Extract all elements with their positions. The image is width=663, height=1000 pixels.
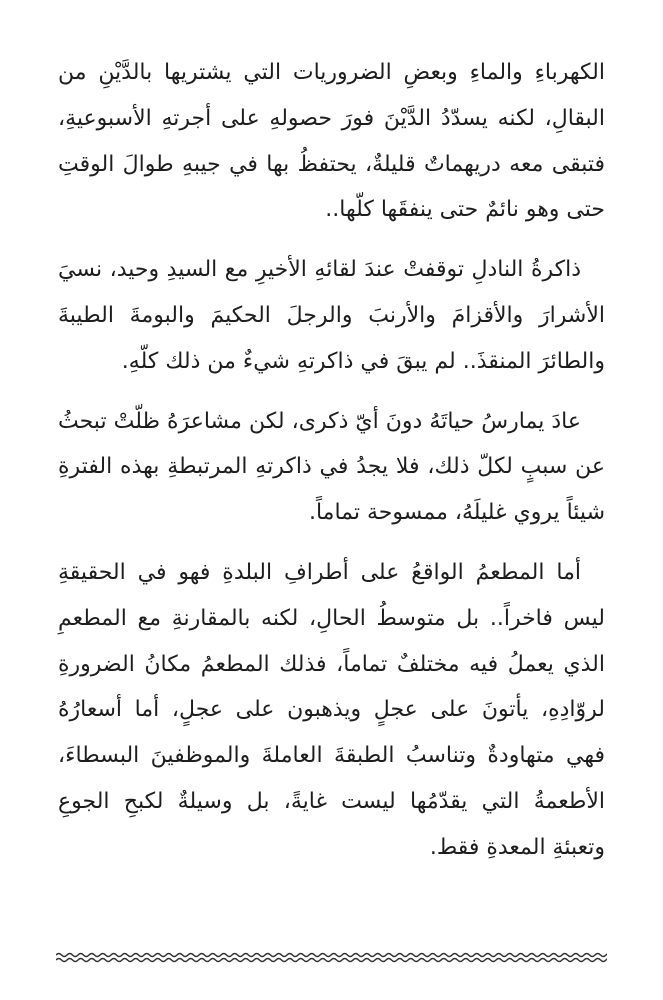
wavy-line-bottom (56, 959, 607, 962)
paragraph-2: ذاكرةُ النادلِ توقفتْ عندَ لقائهِ الأخيرِ مع السيدِ وحيد، نسيَ الأشرارَ والأقزامَ والأرنبَ والرجلَ الحكيمَ والبومةَ الطيبةَ والطائرَ المنقذَ.. لم يبقَ في ذاكرتهِ شيءٌ من ذلك كلّهِ. (58, 257, 605, 374)
paragraph-1: الكهرباءِ والماءِ وبعضِ الضروريات التي يشتريها بالدَّيْنِ من البقالِ، لكنه يسدّدُ الدَّيْنَ فورَ حصولهِ على أجرتهِ الأسبوعيةِ، فتبقى معه دريهماتٌ قليلةٌ، يحتفظُ بها في جيبهِ طوالَ الوقتِ حتى وهو نائمٌ حتى ينفقَها كلّها.. (58, 60, 605, 223)
wavy-divider-icon (56, 950, 607, 964)
wavy-line-top (56, 954, 607, 957)
paragraph-4: أما المطعمُ الواقعُ على أطرافِ البلدةِ فهو في الحقيقةِ ليس فاخراً.. بل متوسطُ الحالِ، لكنه بالمقارنةِ مع المطعمِ الذي يعملُ فيه مختلفٌ تماماً، فذلك المطعمُ مكانُ الضرورةِ لروّادِهِ، يأتونَ على عجلٍ ويذهبون على عجلٍ، أما أسعارُهُ فهي متهاودةٌ وتناسبُ الطبقةَ العاملةَ والموظفينَ البسطاءَ، الأطعمةُ التي يقدّمُها ليست غايةً، بل وسيلةٌ لكبحِ الجوعِ وتعبئةِ المعدةِ فقط. (58, 559, 605, 860)
paragraph-3: عادَ يمارسُ حياتَهُ دونَ أيّ ذكرى، لكن مشاعرَهُ ظلّتْ تبحثُ عن سببٍ لكلّ ذلك، فلا يجدُ في ذاكرتهِ المرتبطةِ بهذه الفترةِ شيئاً يروي غليلَهُ، ممسوحة تماماً. (58, 408, 605, 526)
body-text (58, 50, 605, 885)
